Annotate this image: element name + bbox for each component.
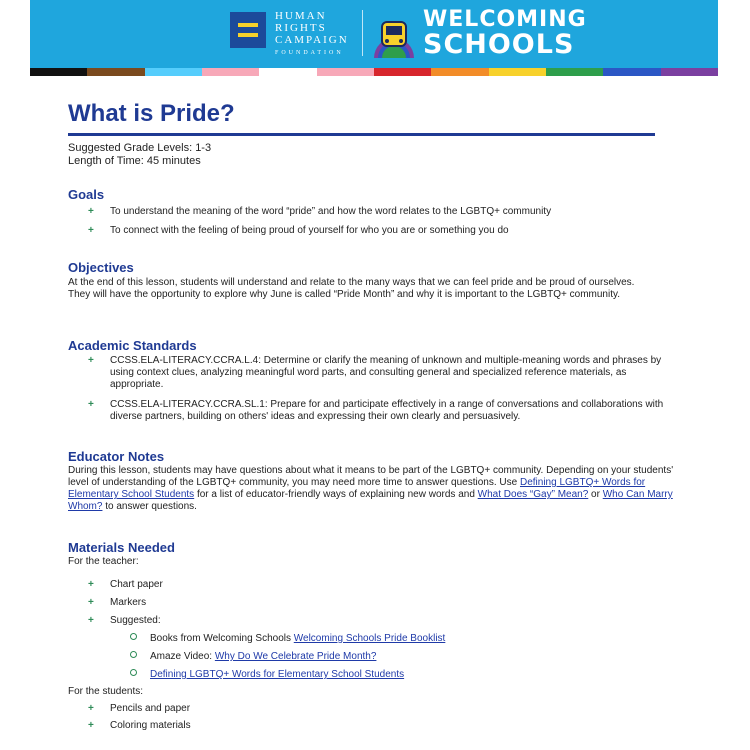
teacher-materials-list: [68, 576, 668, 684]
logo-divider: [362, 10, 363, 56]
grade-levels: Suggested Grade Levels: 1-3: [68, 142, 212, 154]
list-item: + Coloring materials: [68, 717, 668, 734]
objectives-heading: Objectives: [68, 260, 134, 275]
hrc-equal-sign-logo: [230, 12, 266, 48]
list-item: Amaze Video: Why Do We Celebrate Pride Month?: [68, 648, 668, 666]
stripe-segment: [489, 68, 546, 76]
list-item: + To understand the meaning of the word “pride” and how the word relates to the LGBTQ+ community: [88, 206, 552, 217]
suggested-sublist-wrapper: [68, 630, 668, 684]
circle-bullet-icon: [130, 633, 137, 640]
circle-bullet-icon: [130, 651, 137, 658]
stripe-segment: [546, 68, 603, 76]
stripe-segment: [603, 68, 660, 76]
page-title: What is Pride?: [68, 100, 235, 127]
list-item: + CCSS.ELA-LITERACY.CCRA.L.4: Determine or clarify the meaning of unknown and multiple-meaning words and phrases by using context clues, analyzing meaningful word parts, and consulting general and specialized reference materials, as appropriate.: [88, 355, 662, 390]
length-of-time: Length of Time: 45 minutes: [68, 155, 201, 167]
educator-notes-text: During this lesson, students may have questions about what it means to be part of the LGBTQ+ community. Depending on your students' level of understanding of the LGBTQ+ community, you may need more time to answer questions. Use Defining LGBTQ+ Words for Elementary School Students for a list of educator-friendly ways of explaining new words and What Does “Gay” Mean? or Who Can Marry Whom? to answer questions.: [68, 465, 674, 512]
title-underline: [68, 133, 655, 136]
stripe-segment: [145, 68, 202, 76]
plus-icon: +: [88, 579, 94, 590]
academic-standards-heading: Academic Standards: [68, 338, 197, 353]
student-materials-list: [68, 700, 668, 734]
stripe-segment: [374, 68, 431, 76]
list-item: + CCSS.ELA-LITERACY.CCRA.SL.1: Prepare for and participate effectively in a range of conversations and collaborations with diverse partners, building on others' ideas and expressing their own clearly and persuasively.: [88, 399, 664, 422]
for-students-label: For the students:: [68, 686, 144, 697]
welcoming-schools-wordmark: WELCOMING SCHOOLS: [423, 7, 587, 60]
stripe-segment: [30, 68, 87, 76]
banner: [30, 0, 718, 68]
who-can-marry-whom-link[interactable]: Who Can Marry Whom?: [68, 489, 673, 512]
stripe-segment: [87, 68, 144, 76]
school-bus-icon: [372, 14, 416, 58]
celebrate-pride-video-link[interactable]: Why Do We Celebrate Pride Month?: [214, 651, 377, 662]
defining-lgbtq-words-link-2[interactable]: Defining LGBTQ+ Words for Elementary School Students: [150, 669, 405, 680]
stripe-segment: [202, 68, 259, 76]
materials-heading: Materials Needed: [68, 540, 175, 555]
list-item: + Pencils and paper: [68, 700, 668, 717]
defining-lgbtq-words-link[interactable]: Defining LGBTQ+ Words for Elementary School Students: [68, 477, 646, 500]
stripe-segment: [431, 68, 488, 76]
list-item: + To connect with the feeling of being proud of yourself for who you are or something you do: [88, 225, 509, 236]
plus-icon: +: [88, 225, 94, 236]
list-item: [68, 666, 668, 684]
educator-notes-heading: Educator Notes: [68, 449, 165, 464]
standards-list: [68, 355, 680, 423]
what-does-gay-mean-link[interactable]: What Does “Gay” Mean?: [477, 489, 589, 500]
plus-icon: +: [88, 597, 94, 608]
pride-booklist-link[interactable]: Welcoming Schools Pride Booklist: [293, 633, 446, 644]
list-item: + Chart paper: [68, 576, 668, 594]
hrc-wordmark: HUMAN RIGHTS CAMPAIGN FOUNDATION: [275, 10, 349, 56]
for-teacher-label: For the teacher:: [68, 556, 139, 567]
plus-icon: +: [88, 206, 94, 217]
circle-bullet-icon: [130, 669, 137, 676]
plus-icon: +: [88, 399, 94, 410]
list-item: Books from Welcoming Schools Welcoming Schools Pride Booklist: [68, 630, 668, 648]
list-item: + Suggested:: [68, 612, 668, 630]
plus-icon: +: [88, 355, 94, 366]
plus-icon: +: [88, 615, 94, 626]
goals-list: [68, 206, 668, 237]
plus-icon: +: [88, 720, 94, 731]
list-item: + Markers: [68, 594, 668, 612]
plus-icon: +: [88, 703, 94, 714]
objectives-text: At the end of this lesson, students will understand and relate to the many ways that we can feel pride and be proud of ourselves. They will have the opportunity to explore why June is called “Pride Month” and why it is important to the LGBTQ+ community.: [68, 277, 635, 300]
stripe-segment: [259, 68, 316, 76]
rainbow-stripe: [30, 68, 718, 76]
suggested-list: [68, 630, 668, 684]
stripe-segment: [661, 68, 718, 76]
goals-heading: Goals: [68, 187, 105, 202]
stripe-segment: [317, 68, 374, 76]
